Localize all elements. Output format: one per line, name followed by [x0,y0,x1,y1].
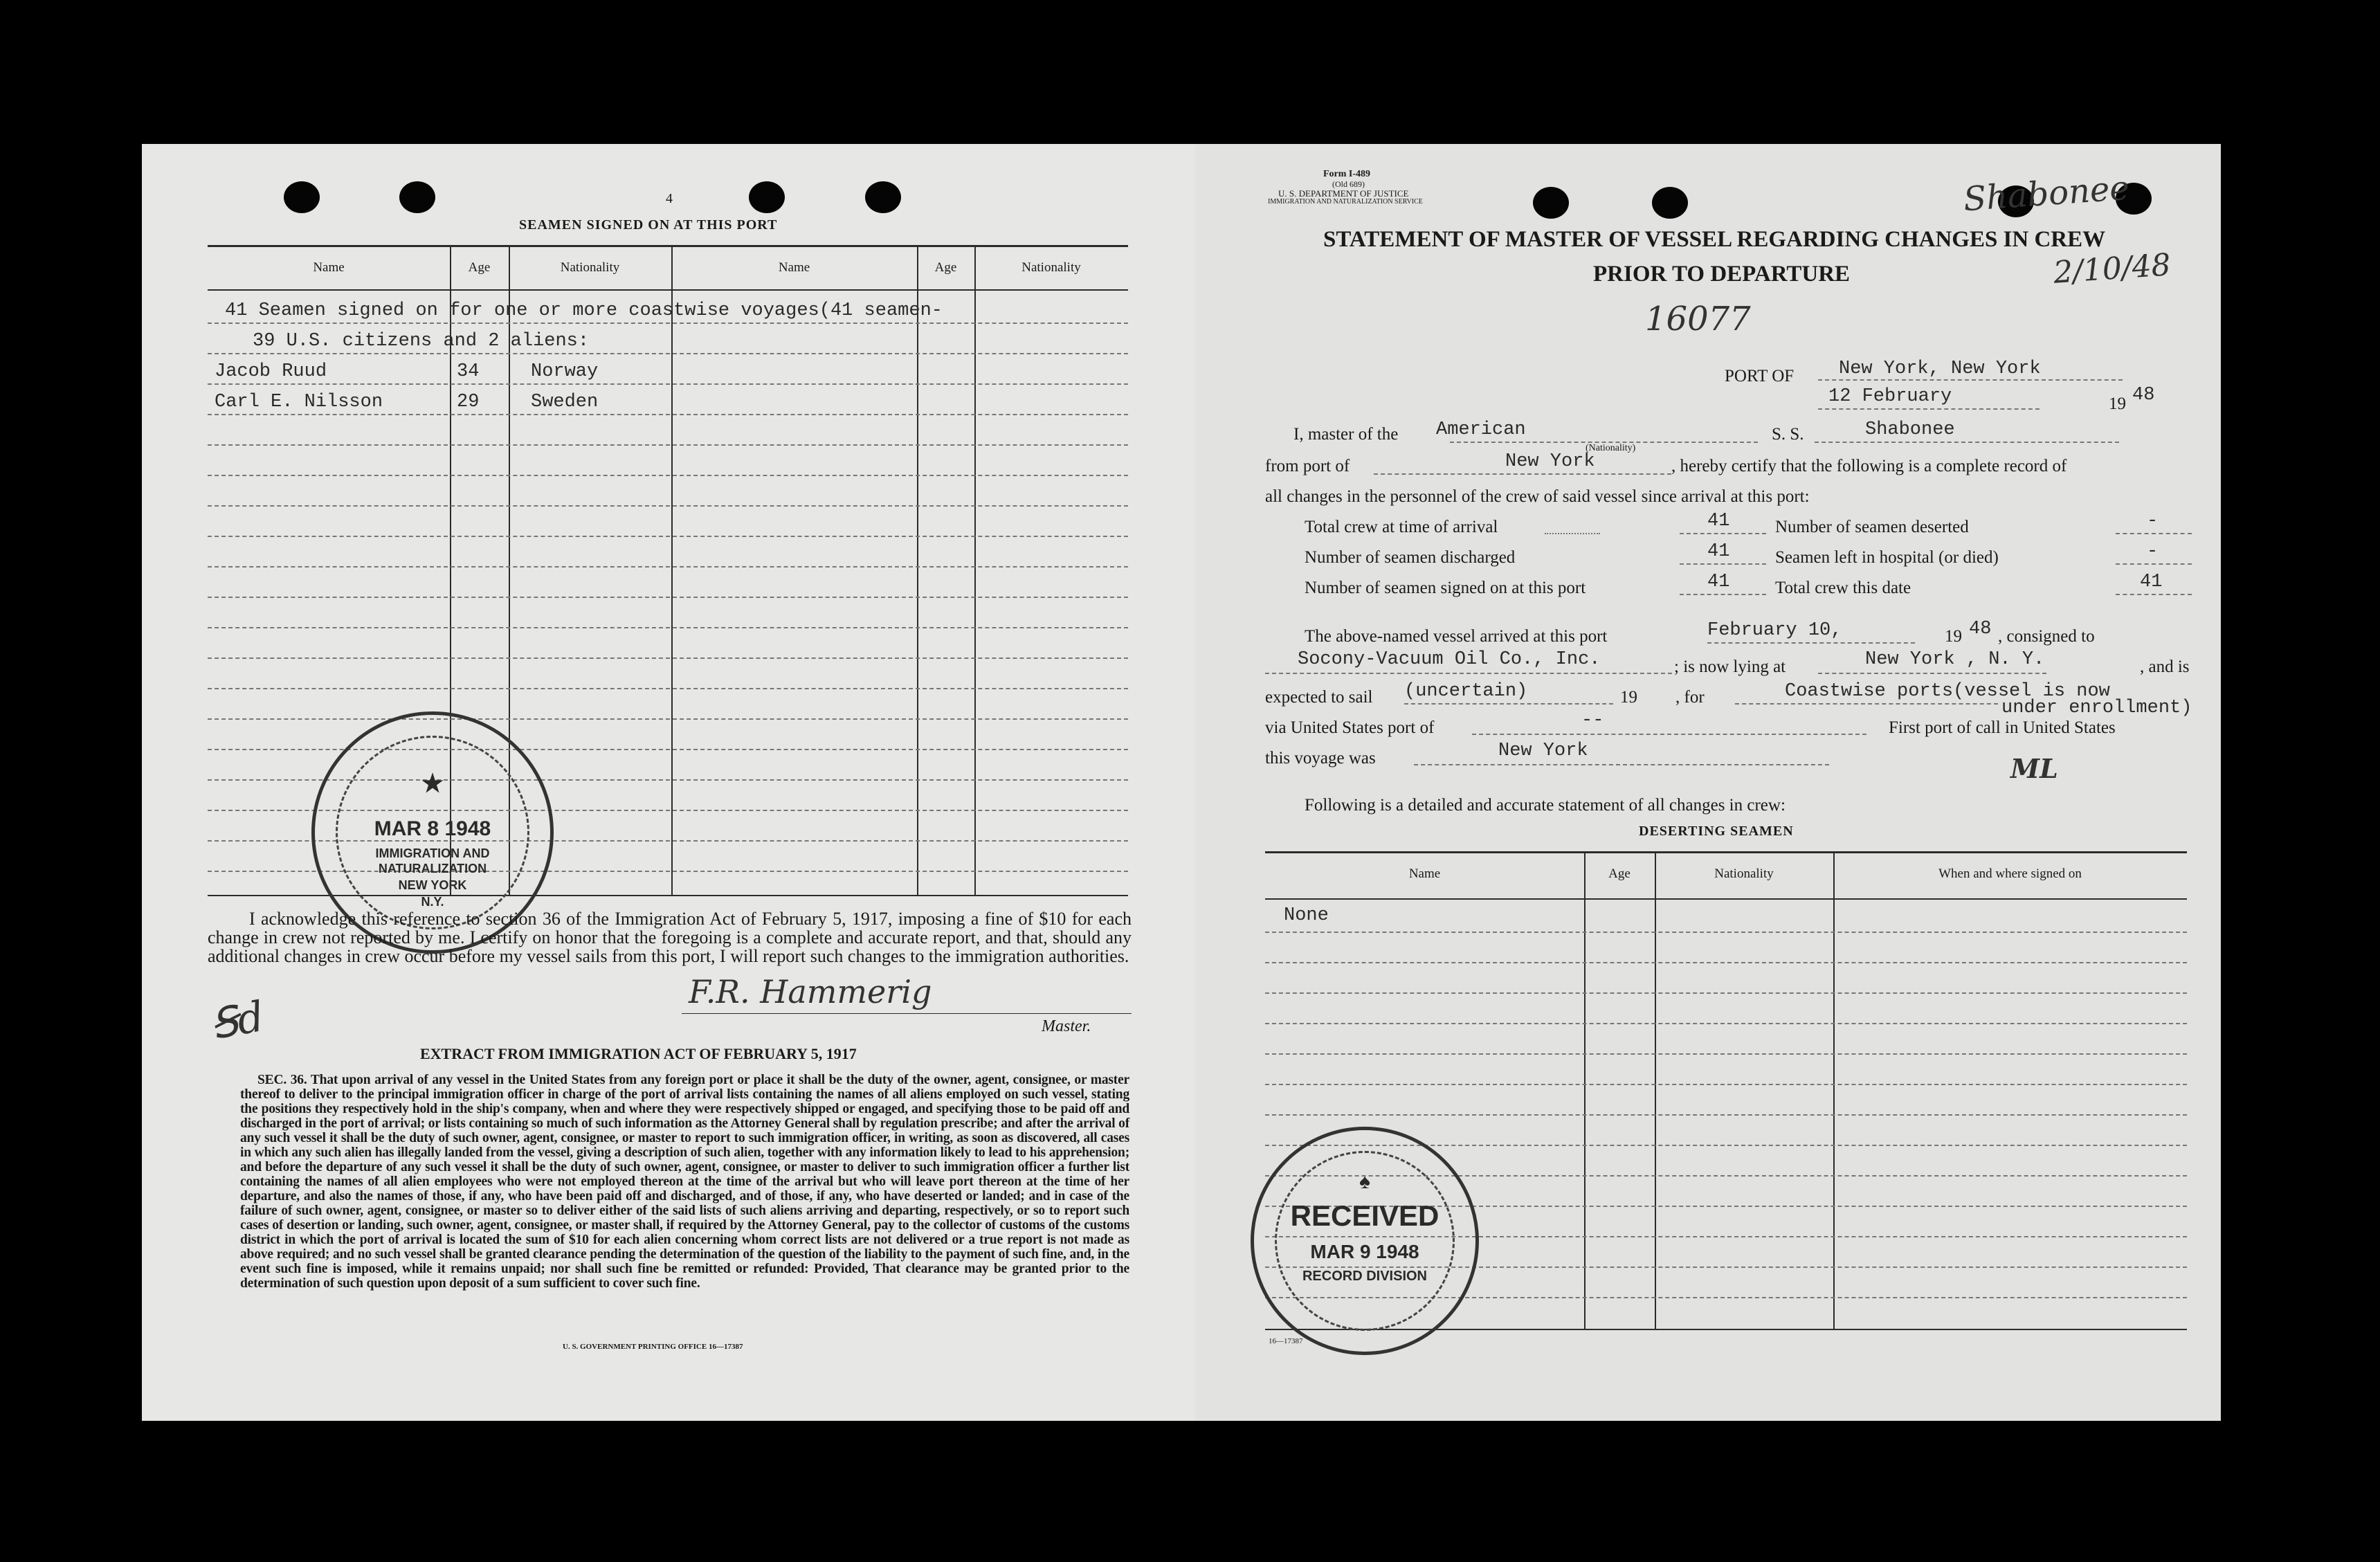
col-name-2: Name [778,260,810,275]
right-page [1195,144,2221,1421]
year-value: 48 [2132,385,2155,406]
and-is: , and is [2140,657,2190,676]
stat-label: Total crew at time of arrival [1305,518,1498,536]
port-of-value: New York, New York [1839,358,2041,379]
form-subtitle: PRIOR TO DEPARTURE [1593,262,1851,287]
for-value-2: under enrollment) [2001,698,2192,718]
date-value: 12 February [1828,386,1952,407]
acknowledgement-text: I acknowledge this reference to section 36 of the Immigration Act of February 5, 1917, imposing a fine of $10 for each change in crew not reported by me. I certify on honor that the foregoing is a complete and accurate report, and that, should any additional changes in crew occur before my vessel sails from this port, I will report such changes to the immigration authorities. [208,909,1132,966]
col-age: Age [1608,866,1630,881]
col-nationality-2: Nationality [1021,260,1081,275]
received-stamp: ♠ RECEIVED MAR 9 1948 RECORD DIVISION [1251,1127,1479,1355]
arrived-year: 48 [1969,619,1992,639]
page-number: 4 [666,191,673,206]
nationality-caption: (Nationality) [1586,443,1636,453]
following-label: Following is a detailed and accurate statement of all changes in crew: [1305,796,1786,815]
stamp-line: IMMIGRATION AND [375,846,490,860]
typed-note-line2: 39 U.S. citizens and 2 aliens: [253,331,590,352]
consignee: Socony-Vacuum Oil Co., Inc. [1298,649,1601,670]
row-age: 34 [457,361,480,382]
handwritten-initials: ML [2010,753,2058,784]
left-page [142,144,1195,1421]
ship-name: Shabonee [1865,419,1955,440]
stat-value: - [2147,541,2159,562]
stamp-line: NEW YORK [398,878,467,892]
left-title: SEAMEN SIGNED ON AT THIS PORT [519,217,778,233]
col-name: Name [1408,866,1441,881]
row-name: Jacob Ruud [215,361,327,382]
punch-hole [399,181,435,213]
stat-value: 41 [1707,541,1730,562]
col-when-where: When and where signed on [1938,866,2082,881]
voyage-label: this voyage was [1265,749,1376,768]
punch-hole [749,181,785,213]
from-port-label: from port of [1265,457,1350,475]
stat-label: Number of seamen signed on at this port [1305,579,1586,597]
extract-title: EXTRACT FROM IMMIGRATION ACT OF FEBRUARY 5, 1917 [420,1045,857,1062]
stamp-date: MAR 8 1948 [374,817,491,840]
year-prefix: 19 [2109,394,2126,413]
row-nationality: Sweden [531,392,599,412]
stamp-line: N.Y. [421,895,444,909]
stamp-date: MAR 9 1948 [1310,1241,1419,1262]
arrived-value: February 10, [1707,620,1842,641]
master-of-label: I, master of the [1293,425,1399,444]
stat-value: 41 [1707,572,1730,592]
expected-value: (uncertain) [1404,681,1528,702]
expected-label: expected to sail [1265,688,1373,707]
immigration-stamp: ★ MAR 8 1948 IMMIGRATION AND NATURALIZATION NEW YORK N.Y. [311,711,554,954]
consigned-label: , consigned to [1998,627,2095,646]
printing-office: U. S. GOVERNMENT PRINTING OFFICE 16—17387 [563,1343,743,1351]
punch-hole [865,181,901,213]
stamp-division: RECORD DIVISION [1302,1269,1428,1284]
handwritten-initials: Ꞩd [207,992,268,1050]
master-label: Master. [1042,1017,1091,1035]
col-nationality: Nationality [560,260,620,275]
certify-text: , hereby certify that the following is a complete record of [1671,457,2067,475]
col-name: Name [313,260,345,275]
punch-hole [1533,187,1569,219]
typed-note-line1: 41 Seamen signed on for one or more coastwise voyages(41 seamen- [225,300,943,321]
extract-text: SEC. 36. That upon arrival of any vessel in the United States from any foreign port or place it shall be the duty of the owner, agent, consignee, or master thereof to deliver to the principal immigration officer in charge of the port of arrival lists containing the names of all aliens employed on such vessel, stating the positions they respectively hold in the ship's company, when and where they were respectively shipped or engaged, and specifying those to be paid off and discharged in the port of arrival; or lists containing so much of such information as the Attorney General shall by regulation prescribe; and after the arrival of any such vessel it shall be the duty of such owner, agent, consignee, or master to report to such immigration officer, in writing, as soon as discovered, all cases in which any such alien has illegally landed from the vessel, giving a description of such alien, together with any information likely to lead to his apprehension; and before the departure of any such vessel it shall be the duty of such owner, agent, consignee, or master to deliver to such immigration officer a further list containing the names of all alien employees who were not employed thereon at the time of the arrival but who will leave port thereon at the time of her departure, and also the names of those, if any, who have been paid off and discharged, and of those, if any, who have deserted or landed; and in case of the failure of such owner, agent, consignee, or master so to deliver either of the said lists of such aliens arriving and departing, respectively, or so to report such cases of desertion or landing, such owner, agent, consignee, or master shall, if required by the Attorney General, pay to the collector of customs of the customs district in which the port of arrival is located the sum of $10 for each alien concerning whom correct lists are not delivered or a true report is not made as above required; and no such vessel shall be granted clearance pending the determination of the question of the liability to the payment of such fine, and, in the event such fine is imposed, while it remains unpaid; nor shall such fine be remitted or refunded: Provided, That clearance may be granted prior to the determination of such question upon deposit of a sum sufficient to cover such fine. [240,1073,1129,1291]
via-value: -- [1581,710,1604,731]
first-port-label: First port of call in United States [1889,718,2116,737]
form-number: Form I-489 [1323,169,1371,179]
stat-label: Number of seamen discharged [1305,548,1516,567]
certify-text-2: all changes in the personnel of the crew of said vessel since arrival at this port: [1265,487,1810,506]
stat-value: - [2147,511,2159,532]
master-signature: F.R. Hammerig [689,973,932,1010]
handwritten-date: 2/10/48 [2052,247,2172,291]
handwritten-number: 16077 [1645,300,1751,338]
form-title: STATEMENT OF MASTER OF VESSEL REGARDING CHANGES IN CREW [1323,227,2106,252]
ss-label: S. S. [1772,425,1804,444]
punch-hole [284,181,320,213]
stamp-line: NATURALIZATION [378,862,487,875]
row-nationality: Norway [531,361,599,382]
col-age-2: Age [934,260,957,275]
form-code: 16—17387 [1269,1337,1303,1345]
for-value: Coastwise ports(vessel is now [1785,681,2110,702]
from-port-value: New York [1505,451,1595,472]
punch-hole [1652,187,1688,219]
deserting-title: DESERTING SEAMEN [1639,824,1794,839]
deserting-none: None [1284,905,1329,926]
nationality-value: American [1436,419,1526,440]
stat-label: Total crew this date [1775,579,1911,597]
col-nationality: Nationality [1714,866,1774,881]
stat-value: 41 [2140,572,2163,592]
lying-value: New York , N. Y. [1865,649,2045,670]
stat-label: Seamen left in hospital (or died) [1775,548,1999,567]
stat-value: 41 [1707,511,1730,532]
port-of-label: PORT OF [1725,367,1795,385]
stat-label: Number of seamen deserted [1775,518,1969,536]
lying-label: ; is now lying at [1674,657,1786,676]
form-old: (Old 689) [1332,179,1365,189]
handwritten-vessel: Shabonee [1962,168,2131,219]
via-label: via United States port of [1265,718,1435,737]
year-prefix: 19 [1945,627,1962,646]
col-age: Age [468,260,491,275]
for-label: , for [1675,688,1705,707]
year-prefix: 19 [1620,688,1637,707]
service: IMMIGRATION AND NATURALIZATION SERVICE [1268,198,1423,206]
voyage-value: New York [1498,741,1588,761]
row-name: Carl E. Nilsson [215,392,383,412]
row-age: 29 [457,392,480,412]
arrived-label: The above-named vessel arrived at this port [1305,627,1608,646]
stamp-title: RECEIVED [1290,1199,1439,1232]
department: U. S. DEPARTMENT OF JUSTICE [1278,188,1409,199]
